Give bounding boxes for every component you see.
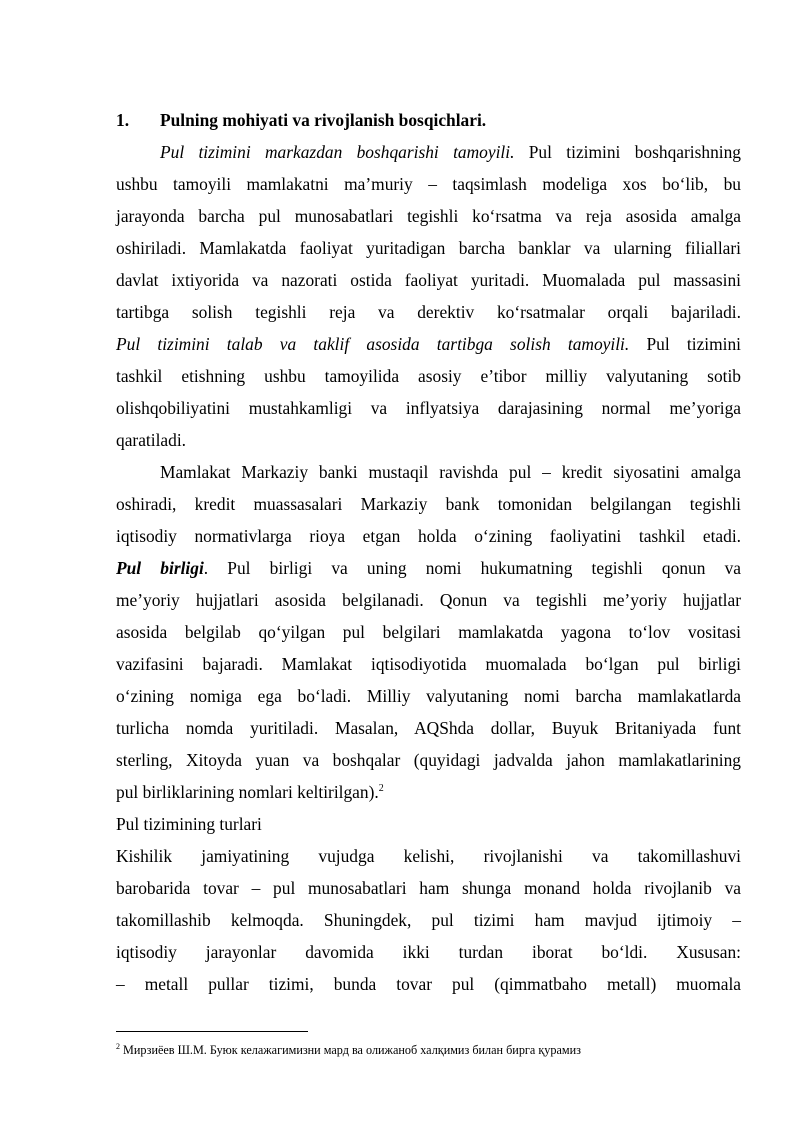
paragraph-line: – metall pullar tizimi, bunda tovar pul (qimmatbaho metall) muomala bbox=[116, 974, 741, 994]
paragraph-line: jarayonda barcha pul munosabatlari tegishli ko‘rsatma va reja asosida amalga bbox=[116, 206, 741, 226]
paragraph-line: olishqobiliyatini mustahkamligi va inflyatsiya darajasining normal me’yoriga bbox=[116, 398, 741, 418]
paragraph-line: asosida belgilab qo‘yilgan pul belgilari mamlakatda yagona to‘lov vositasi bbox=[116, 622, 741, 642]
paragraph-line bbox=[160, 142, 741, 162]
bold-term: Pul birligi bbox=[116, 558, 204, 578]
heading-number: 1. bbox=[116, 110, 130, 130]
line-text: Pul tizimini boshqarishning bbox=[514, 142, 741, 162]
footnote-reference[interactable]: 2 bbox=[378, 783, 384, 795]
paragraph-line: ushbu tamoyili mamlakatni ma’muriy – taqsimlash modeliga xos bo‘lib, bu bbox=[116, 174, 741, 194]
paragraph-line bbox=[116, 782, 741, 802]
footnote-text: Мирзиёев Ш.М. Буюк келажагимизни мард ва олижаноб халқимиз билан бирга қурамиз bbox=[120, 1043, 581, 1057]
paragraph-line: me’yoriy hujjatlari asosida belgilanadi. Qonun va tegishli me’yoriy hujjatlar bbox=[116, 590, 741, 610]
paragraph-line: Mamlakat Markaziy banki mustaqil ravishda pul – kredit siyosatini amalga bbox=[160, 462, 741, 482]
paragraph-line: vazifasini bajaradi. Mamlakat iqtisodiyotida muomalada bo‘lgan pul birligi bbox=[116, 654, 741, 674]
paragraph-line: o‘zining nomiga ega bo‘ladi. Milliy valyutaning nomi barcha mamlakatlarda bbox=[116, 686, 741, 706]
paragraph-line: qaratiladi. bbox=[116, 430, 187, 450]
paragraph-line: turlicha nomda yuritiladi. Masalan, AQShda dollar, Buyuk Britaniyada funt bbox=[116, 718, 741, 738]
footnote-mark: 2 bbox=[116, 1041, 120, 1051]
section-subheading: Pul tizimining turlari bbox=[116, 814, 262, 834]
line-text: pul birliklarining nomlari keltirilgan). bbox=[116, 782, 379, 802]
paragraph-line bbox=[116, 334, 741, 354]
line-text: . Pul birligi va uning nomi hukumatning tegishli qonun va bbox=[203, 558, 741, 578]
paragraph-line: davlat ixtiyorida va nazorati ostida faoliyat yuritadi. Muomalada pul massasini bbox=[116, 270, 741, 290]
heading-title: Pulning mohiyati va rivojlanish bosqichlari. bbox=[160, 110, 487, 130]
line-text: Pul tizimini bbox=[629, 334, 741, 354]
paragraph-line: takomillashib kelmoqda. Shuningdek, pul tizimi ham mavjud ijtimoiy – bbox=[116, 910, 741, 930]
footnote-separator bbox=[116, 1031, 308, 1032]
paragraph-line: oshiriladi. Mamlakatda faoliyat yuritadigan barcha banklar va ularning filiallari bbox=[116, 238, 741, 258]
paragraph-line: Kishilik jamiyatining vujudga kelishi, rivojlanishi va takomillashuvi bbox=[116, 846, 741, 866]
paragraph-line: sterling, Xitoyda yuan va boshqalar (quyidagi jadvalda jahon mamlakatlarining bbox=[116, 750, 741, 770]
footnote bbox=[116, 1043, 581, 1058]
paragraph-line bbox=[116, 558, 741, 578]
italic-term: Pul tizimini markazdan boshqarishi tamoyili. bbox=[160, 142, 515, 162]
paragraph-line: tartibga solish tegishli reja va derektiv ko‘rsatmalar orqali bajariladi. bbox=[116, 302, 741, 322]
italic-term: Pul tizimini talab va taklif asosida tartibga solish tamoyili. bbox=[116, 334, 630, 354]
paragraph-line: barobarida tovar – pul munosabatlari ham shunga monand holda rivojlanib va bbox=[116, 878, 741, 898]
paragraph-line: iqtisodiy normativlarga rioya etgan holda o‘zining faoliyatini tashkil etadi. bbox=[116, 526, 741, 546]
paragraph-line: tashkil etishning ushbu tamoyilida asosiy e’tibor milliy valyutaning sotib bbox=[116, 366, 741, 386]
paragraph-line: iqtisodiy jarayonlar davomida ikki turdan iborat bo‘ldi. Xususan: bbox=[116, 942, 741, 962]
paragraph-line: oshiradi, kredit muassasalari Markaziy bank tomonidan belgilangan tegishli bbox=[116, 494, 741, 514]
